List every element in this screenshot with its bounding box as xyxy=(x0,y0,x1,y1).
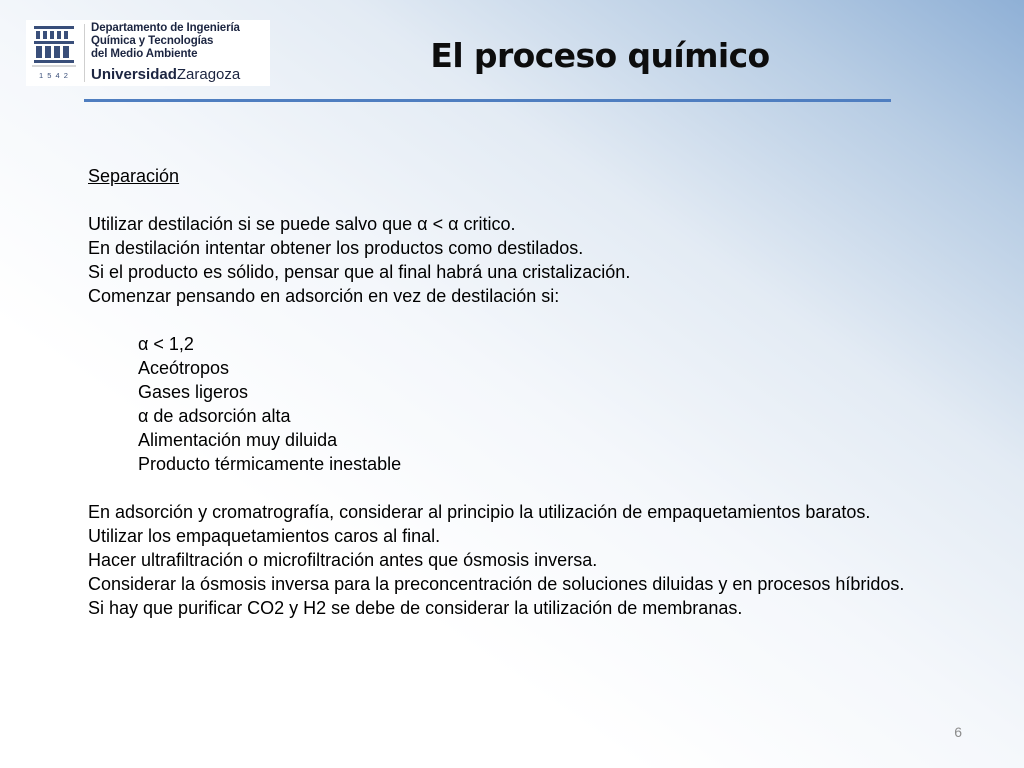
university-name-bold: Universidad xyxy=(91,66,177,83)
spacer xyxy=(88,308,928,332)
university-name xyxy=(91,66,240,83)
department-line-1: Departamento de Ingeniería xyxy=(91,22,240,34)
intro-line: Comenzar pensando en adsorción en vez de destilación si: xyxy=(88,286,560,306)
spacer xyxy=(88,188,928,212)
condition-item: α de adsorción alta xyxy=(138,406,291,426)
closing-line: Utilizar los empaquetamientos caros al final. xyxy=(88,526,441,546)
intro-line: Utilizar destilación si se puede salvo que α < α critico. xyxy=(88,214,516,234)
crest-icon xyxy=(26,20,82,86)
logo-divider xyxy=(84,24,85,82)
department-line-3: del Medio Ambiente xyxy=(91,48,198,60)
condition-item: Gases ligeros xyxy=(138,382,249,402)
slide-body xyxy=(88,164,928,620)
page-number: 6 xyxy=(954,724,962,740)
logo-text xyxy=(91,20,240,86)
intro-line: Si el producto es sólido, pensar que al final habrá una cristalización. xyxy=(88,262,631,282)
department-line-2: Química y Tecnologías xyxy=(91,35,214,47)
condition-item: Aceótropos xyxy=(138,358,230,378)
condition-item: Producto térmicamente inestable xyxy=(138,454,402,474)
closing-line: Considerar la ósmosis inversa para la preconcentración de soluciones diluidas y en procesos híbridos. xyxy=(88,574,905,594)
university-city: Zaragoza xyxy=(176,66,241,83)
title-underline-rule xyxy=(84,99,891,102)
condition-item: Alimentación muy diluida xyxy=(138,430,338,450)
closing-line: Hacer ultrafiltración o microfiltración antes que ósmosis inversa. xyxy=(88,550,598,570)
condition-item: α < 1,2 xyxy=(138,334,194,354)
svg-text:1 5 4 2: 1 5 4 2 xyxy=(39,71,69,80)
section-heading: Separación xyxy=(88,166,180,186)
intro-line: En destilación intentar obtener los productos como destilados. xyxy=(88,238,584,258)
closing-line: Si hay que purificar CO2 y H2 se debe de considerar la utilización de membranas. xyxy=(88,598,743,618)
spacer xyxy=(88,476,928,500)
closing-line: En adsorción y cromatrografía, considerar al principio la utilización de empaquetamientos baratos. xyxy=(88,502,871,522)
slide-title: El proceso químico xyxy=(430,36,770,75)
university-logo xyxy=(26,20,270,86)
